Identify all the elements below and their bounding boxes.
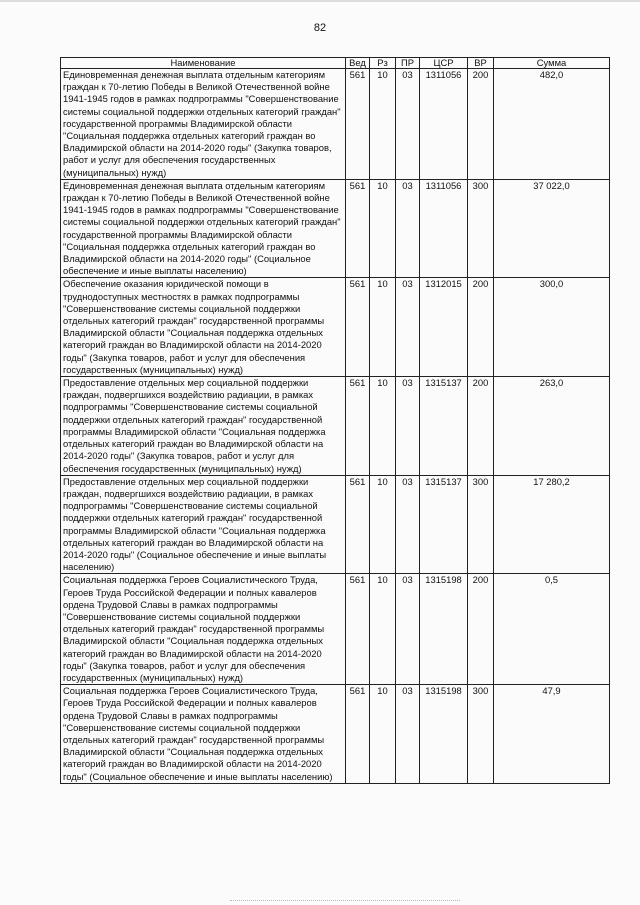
row-pr: 03 [396, 69, 420, 180]
header-csr: ЦСР [420, 58, 468, 69]
row-ved: 561 [346, 574, 370, 685]
row-sum: 37 022,0 [494, 179, 610, 278]
header-pr: ПР [396, 58, 420, 69]
row-pr: 03 [396, 377, 420, 476]
row-ved: 561 [346, 179, 370, 278]
row-csr: 1315198 [420, 685, 468, 784]
table-row [61, 69, 610, 180]
row-name: Единовременная денежная выплата отдельным категориям граждан к 70-летию Победы в Великой Отечественной войне 1941-1945 годов в рамках подпрограммы "Совершенствование системы социальной поддержки отдельных категорий граждан" государственной программы Владимирской области "Социальная поддержка отдельных категорий граждан во Владимирской области на 2014-2020 годы" (Закупка товаров, работ и услуг для обеспечения государственных (муниципальных) нужд) [61, 69, 346, 180]
row-vr: 200 [468, 377, 494, 476]
page-number: 82 [313, 22, 327, 34]
row-vr: 300 [468, 179, 494, 278]
header-ved: Вед [346, 58, 370, 69]
row-rz: 10 [370, 69, 396, 180]
row-csr: 1311056 [420, 179, 468, 278]
budget-table [60, 57, 610, 784]
row-vr: 200 [468, 69, 494, 180]
row-rz: 10 [370, 574, 396, 685]
row-pr: 03 [396, 278, 420, 377]
table-row [61, 685, 610, 784]
row-vr: 300 [468, 685, 494, 784]
row-ved: 561 [346, 377, 370, 476]
row-csr: 1312015 [420, 278, 468, 377]
row-ved: 561 [346, 685, 370, 784]
header-name: Наименование [61, 58, 346, 69]
row-name: Обеспечение оказания юридической помощи в труднодоступных местностях в рамках подпрограммы "Совершенствование системы социальной поддержки отдельных категорий граждан" государственной программы Владимирской области "Социальная поддержка отдельных категорий граждан во Владимирской области на 2014-2020 годы" (Закупка товаров, работ и услуг для обеспечения государственных (муниципальных) нужд) [61, 278, 346, 377]
row-rz: 10 [370, 685, 396, 784]
row-rz: 10 [370, 377, 396, 476]
row-ved: 561 [346, 475, 370, 574]
table-row [61, 475, 610, 574]
row-ved: 561 [346, 278, 370, 377]
row-rz: 10 [370, 475, 396, 574]
row-csr: 1311056 [420, 69, 468, 180]
row-sum: 300,0 [494, 278, 610, 377]
header-vr: ВР [468, 58, 494, 69]
row-name: Предоставление отдельных мер социальной поддержки граждан, подвергшихся воздействию радиации, в рамках подпрограммы "Совершенствование системы социальной поддержки отдельных категорий граждан" государственной программы Владимирской области "Социальная поддержка отдельных категорий граждан во Владимирской области на 2014-2020 годы" (Закупка товаров, работ и услуг для обеспечения государственных (муниципальных) нужд) [61, 377, 346, 476]
scan-edge-bottom [230, 900, 460, 903]
row-sum: 0,5 [494, 574, 610, 685]
row-pr: 03 [396, 574, 420, 685]
row-csr: 1315137 [420, 475, 468, 574]
header-rz: Рз [370, 58, 396, 69]
row-csr: 1315137 [420, 377, 468, 476]
row-csr: 1315198 [420, 574, 468, 685]
table-header-row [61, 58, 610, 69]
row-pr: 03 [396, 475, 420, 574]
table-row [61, 179, 610, 278]
row-sum: 17 280,2 [494, 475, 610, 574]
row-vr: 200 [468, 278, 494, 377]
row-vr: 200 [468, 574, 494, 685]
scan-edge [0, 0, 640, 2]
row-sum: 263,0 [494, 377, 610, 476]
row-pr: 03 [396, 685, 420, 784]
row-name: Единовременная денежная выплата отдельным категориям граждан к 70-летию Победы в Великой Отечественной войне 1941-1945 годов в рамках подпрограммы "Совершенствование системы социальной поддержки отдельных категорий граждан" государственной программы Владимирской области "Социальная поддержка отдельных категорий граждан во Владимирской области на 2014-2020 годы" (Социальное обеспечение и иные выплаты населению) [61, 179, 346, 278]
table-row [61, 377, 610, 476]
row-rz: 10 [370, 278, 396, 377]
header-sum: Сумма [494, 58, 610, 69]
row-rz: 10 [370, 179, 396, 278]
row-sum: 47,9 [494, 685, 610, 784]
row-vr: 300 [468, 475, 494, 574]
row-ved: 561 [346, 69, 370, 180]
row-name: Предоставление отдельных мер социальной поддержки граждан, подвергшихся воздействию радиации, в рамках подпрограммы "Совершенствование системы социальной поддержки отдельных категорий граждан" государственной программы Владимирской области "Социальная поддержка отдельных категорий граждан во Владимирской области на 2014-2020 годы" (Социальное обеспечение и иные выплаты населению) [61, 475, 346, 574]
row-pr: 03 [396, 179, 420, 278]
row-name: Социальная поддержка Героев Социалистического Труда, Героев Труда Российской Федерации и полных кавалеров ордена Трудовой Славы в рамках подпрограммы "Совершенствование системы социальной поддержки отдельных категорий граждан" государственной программы Владимирской области "Социальная поддержка отдельных категорий граждан во Владимирской области на 2014-2020 годы" (Социальное обеспечение и иные выплаты населению) [61, 685, 346, 784]
table-row [61, 278, 610, 377]
row-sum: 482,0 [494, 69, 610, 180]
table-row [61, 574, 610, 685]
row-name: Социальная поддержка Героев Социалистического Труда, Героев Труда Российской Федерации и полных кавалеров ордена Трудовой Славы в рамках подпрограммы "Совершенствование системы социальной поддержки отдельных категорий граждан" государственной программы Владимирской области "Социальная поддержка отдельных категорий граждан во Владимирской области на 2014-2020 годы" (Закупка товаров, работ и услуг для обеспечения государственных (муниципальных) нужд) [61, 574, 346, 685]
